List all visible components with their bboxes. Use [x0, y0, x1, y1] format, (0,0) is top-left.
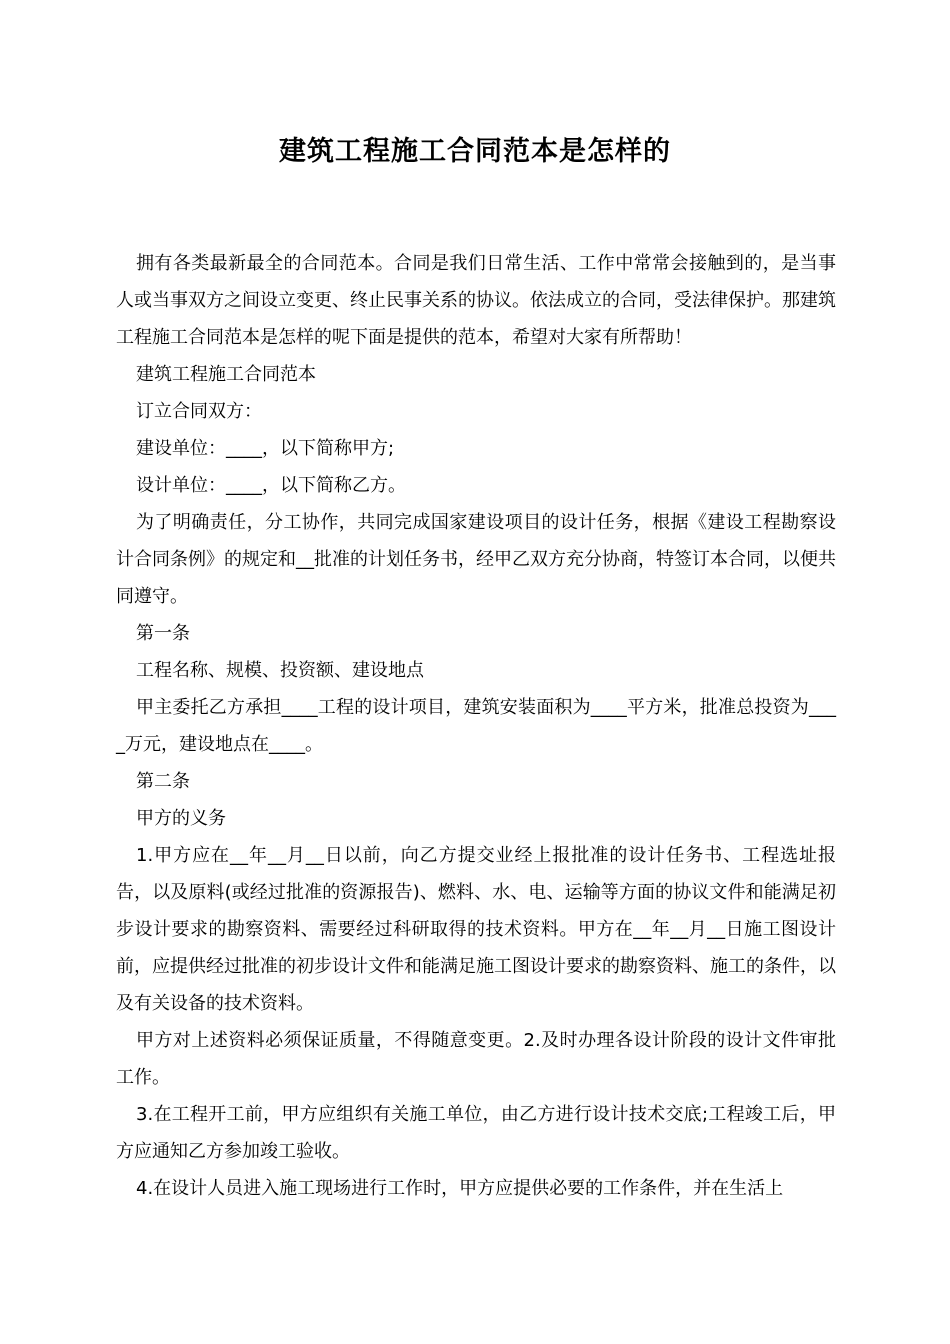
- article-1-heading: 第一条: [136, 623, 190, 644]
- paragraph-party-b: 设计单位：____，以下简称乙方。: [136, 475, 406, 496]
- paragraph-purpose: 为了明确责任，分工协作，共同完成国家建设项目的设计任务，根据《建设工程勘察设计合同条例》的规定和__批准的计划任务书，经甲乙双方充分协商，特签订本合同，以便共同遵守。: [116, 512, 836, 607]
- article-2-heading: 第二条: [136, 771, 190, 792]
- paragraph-party-a: 建设单位：____，以下简称甲方;: [136, 438, 395, 459]
- article-2-subtitle: 甲方的义务: [136, 808, 226, 829]
- article-1-subtitle: 工程名称、规模、投资额、建设地点: [136, 660, 424, 681]
- document-title: 建筑工程施工合同范本是怎样的: [279, 136, 671, 167]
- document-body: [116, 245, 836, 1207]
- article-2-item-2: 甲方对上述资料必须保证质量，不得随意变更。2.及时办理各设计阶段的设计文件审批工作。: [116, 1030, 836, 1088]
- article-1-body: 甲主委托乙方承担____工程的设计项目，建筑安装面积为____平方米，批准总投资为____万元，建设地点在____。: [116, 697, 836, 755]
- paragraph-intro: 拥有各类最新最全的合同范本。合同是我们日常生活、工作中常常会接触到的，是当事人或当事双方之间设立变更、终止民事关系的协议。依法成立的合同，受法律保护。那建筑工程施工合同范本是怎样的呢下面是提供的范本，希望对大家有所帮助！: [116, 253, 836, 348]
- article-2-item-3: 3.在工程开工前，甲方应组织有关施工单位，由乙方进行设计技术交底;工程竣工后，甲方应通知乙方参加竣工验收。: [116, 1104, 836, 1162]
- paragraph-contract-name: 建筑工程施工合同范本: [136, 364, 316, 385]
- article-2-item-4: 4.在设计人员进入施工现场进行工作时，甲方应提供必要的工作条件，并在生活上: [136, 1178, 784, 1199]
- paragraph-parties-heading: 订立合同双方：: [136, 401, 262, 422]
- article-2-item-1: 1.甲方应在__年__月__日以前，向乙方提交业经上报批准的设计任务书、工程选址报告，以及原料(或经过批准的资源报告)、燃料、水、电、运输等方面的协议文件和能满足初步设计要求的勘察资料、需要经过科研取得的技术资料。甲方在__年__月__日施工图设计前，应提供经过批准的初步设计文件和能满足施工图设计要求的勘察资料、施工的条件，以及有关设备的技术资料。: [116, 845, 836, 1014]
